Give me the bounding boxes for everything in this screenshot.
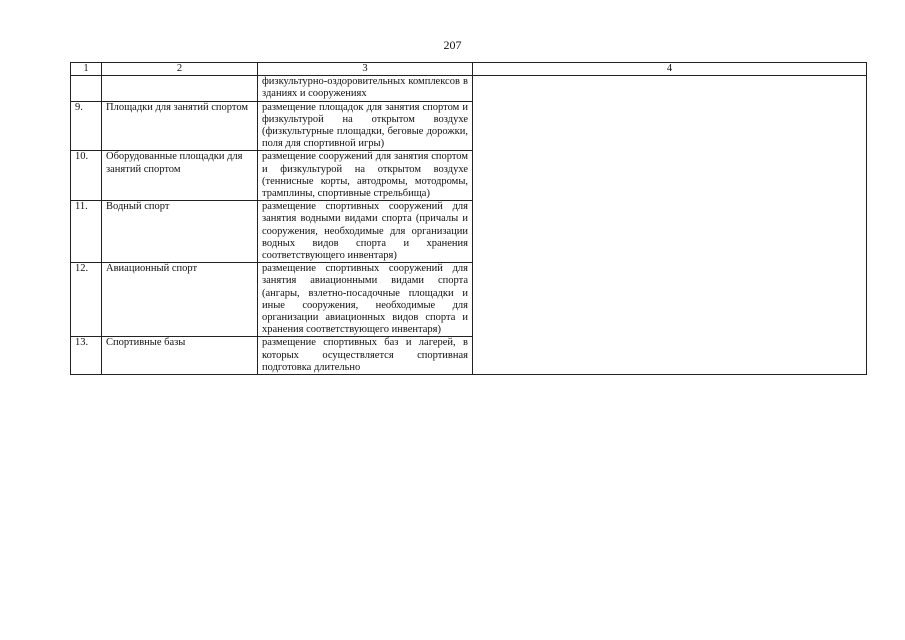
row-number: 12.	[71, 263, 102, 337]
header-col-3: 3	[258, 63, 473, 76]
header-col-4: 4	[473, 63, 867, 76]
row-number: 13.	[71, 337, 102, 375]
row-number	[71, 76, 102, 101]
row-number: 9.	[71, 101, 102, 151]
land-use-table	[70, 62, 867, 375]
row-description: размещение спортивных сооружений для занятия авиационными видами спорта (ангары, взлетно-посадочные площадки и иные сооружения, необходимые для организации авиационных видов спорта и хранения соответствующего инвентаря)	[258, 263, 473, 337]
row-name: Авиационный спорт	[102, 263, 258, 337]
row-description: физкультурно-оздоровительных комплексов в зданиях и сооружениях	[258, 76, 473, 101]
table-header-row	[71, 63, 867, 76]
row-name: Площадки для занятий спортом	[102, 101, 258, 151]
row-name: Водный спорт	[102, 201, 258, 263]
column-4-cell	[473, 76, 867, 375]
row-description: размещение спортивных баз и лагерей, в которых осуществляется спортивная подготовка длительно	[258, 337, 473, 375]
header-col-2: 2	[102, 63, 258, 76]
row-description: размещение спортивных сооружений для занятия водными видами спорта (причалы и сооружения, необходимые для организации водных видов спорта и хранения соответствующего инвентаря)	[258, 201, 473, 263]
row-description: размещение площадок для занятия спортом и физкультурой на открытом воздухе (физкультурные площадки, беговые дорожки, поля для спортивной игры)	[258, 101, 473, 151]
table-row	[71, 76, 867, 101]
row-name: Спортивные базы	[102, 337, 258, 375]
row-description: размещение сооружений для занятия спортом и физкультурой на открытом воздухе (теннисные корты, автодромы, мотодромы, трамплины, спортивные стрельбища)	[258, 151, 473, 201]
row-name: Оборудованные площадки для занятий спортом	[102, 151, 258, 201]
page-number: 207	[443, 38, 462, 52]
row-number: 11.	[71, 201, 102, 263]
header-col-1: 1	[71, 63, 102, 76]
row-name	[102, 76, 258, 101]
row-number: 10.	[71, 151, 102, 201]
